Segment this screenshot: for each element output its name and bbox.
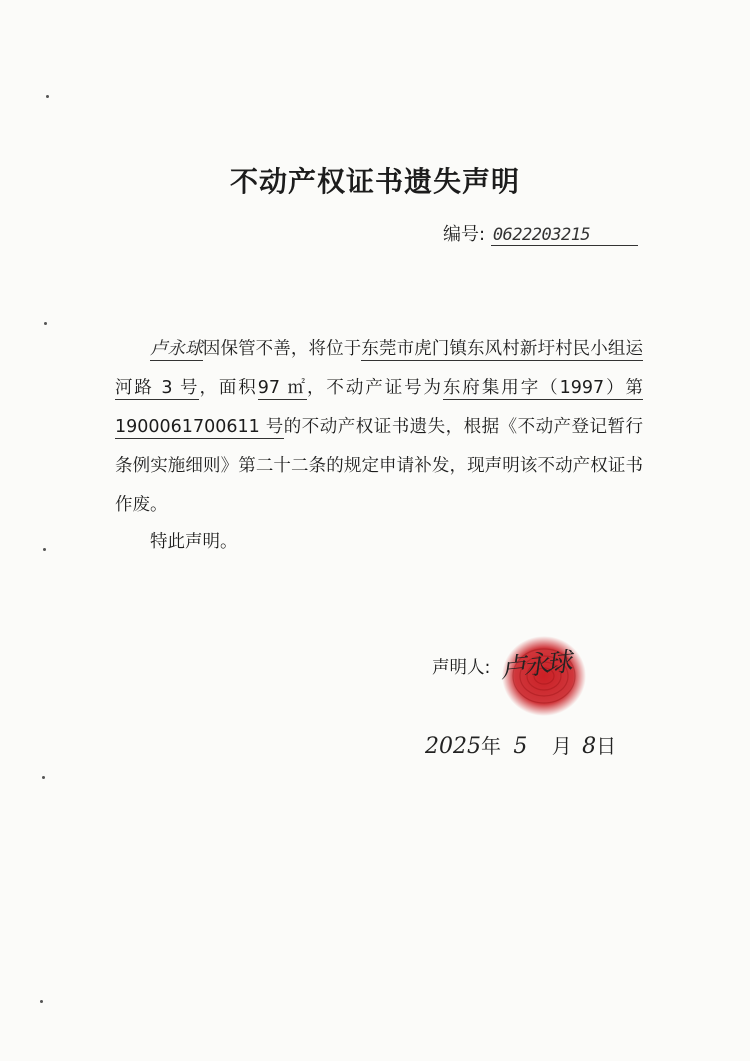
document-title: 不动产权证书遗失声明 [229,165,520,198]
body-text-segment: ，不动产证号为 [306,378,443,398]
body-text-segment: 的不动产权证书遗失，根据《不动产登记暂行条例实施细则》第二十二条的规定申请补发，现声明该不动产权证书作废。 [115,417,643,515]
date-day-unit: 日 [596,734,617,758]
scan-speck [40,1000,43,1003]
date-month-unit: 月 [551,734,572,758]
date-line [425,730,616,759]
declarant-signature: 卢永球 [498,647,571,685]
serial-value: 0622203215 [491,225,638,246]
scan-speck [42,776,45,779]
property-address: 东莞市虎门镇东风村新圩村民小组运河路 3 号 [115,339,644,398]
serial-number [443,220,638,246]
closing-statement: 特此声明。 [150,532,238,552]
certificate-number: 东府集用字（1997）第 1900061700611 号 [115,378,644,437]
date-year-unit: 年 [481,734,501,758]
body-text-segment: 因保管不善，将位于 [202,339,362,359]
date-day: 8 [582,734,597,759]
scan-speck [44,322,47,325]
scan-speck [43,548,46,551]
body-text-segment: ，面积 [199,378,258,398]
serial-label: 编号: [443,224,486,245]
declarant-label: 声明人: [432,658,491,678]
owner-name: 卢永球 [150,339,203,359]
date-month: 5 [513,734,528,759]
date-year: 2025 [425,734,481,759]
statement-body [115,330,643,525]
property-area: 97 ㎡ [257,378,307,398]
scan-speck [46,95,49,98]
